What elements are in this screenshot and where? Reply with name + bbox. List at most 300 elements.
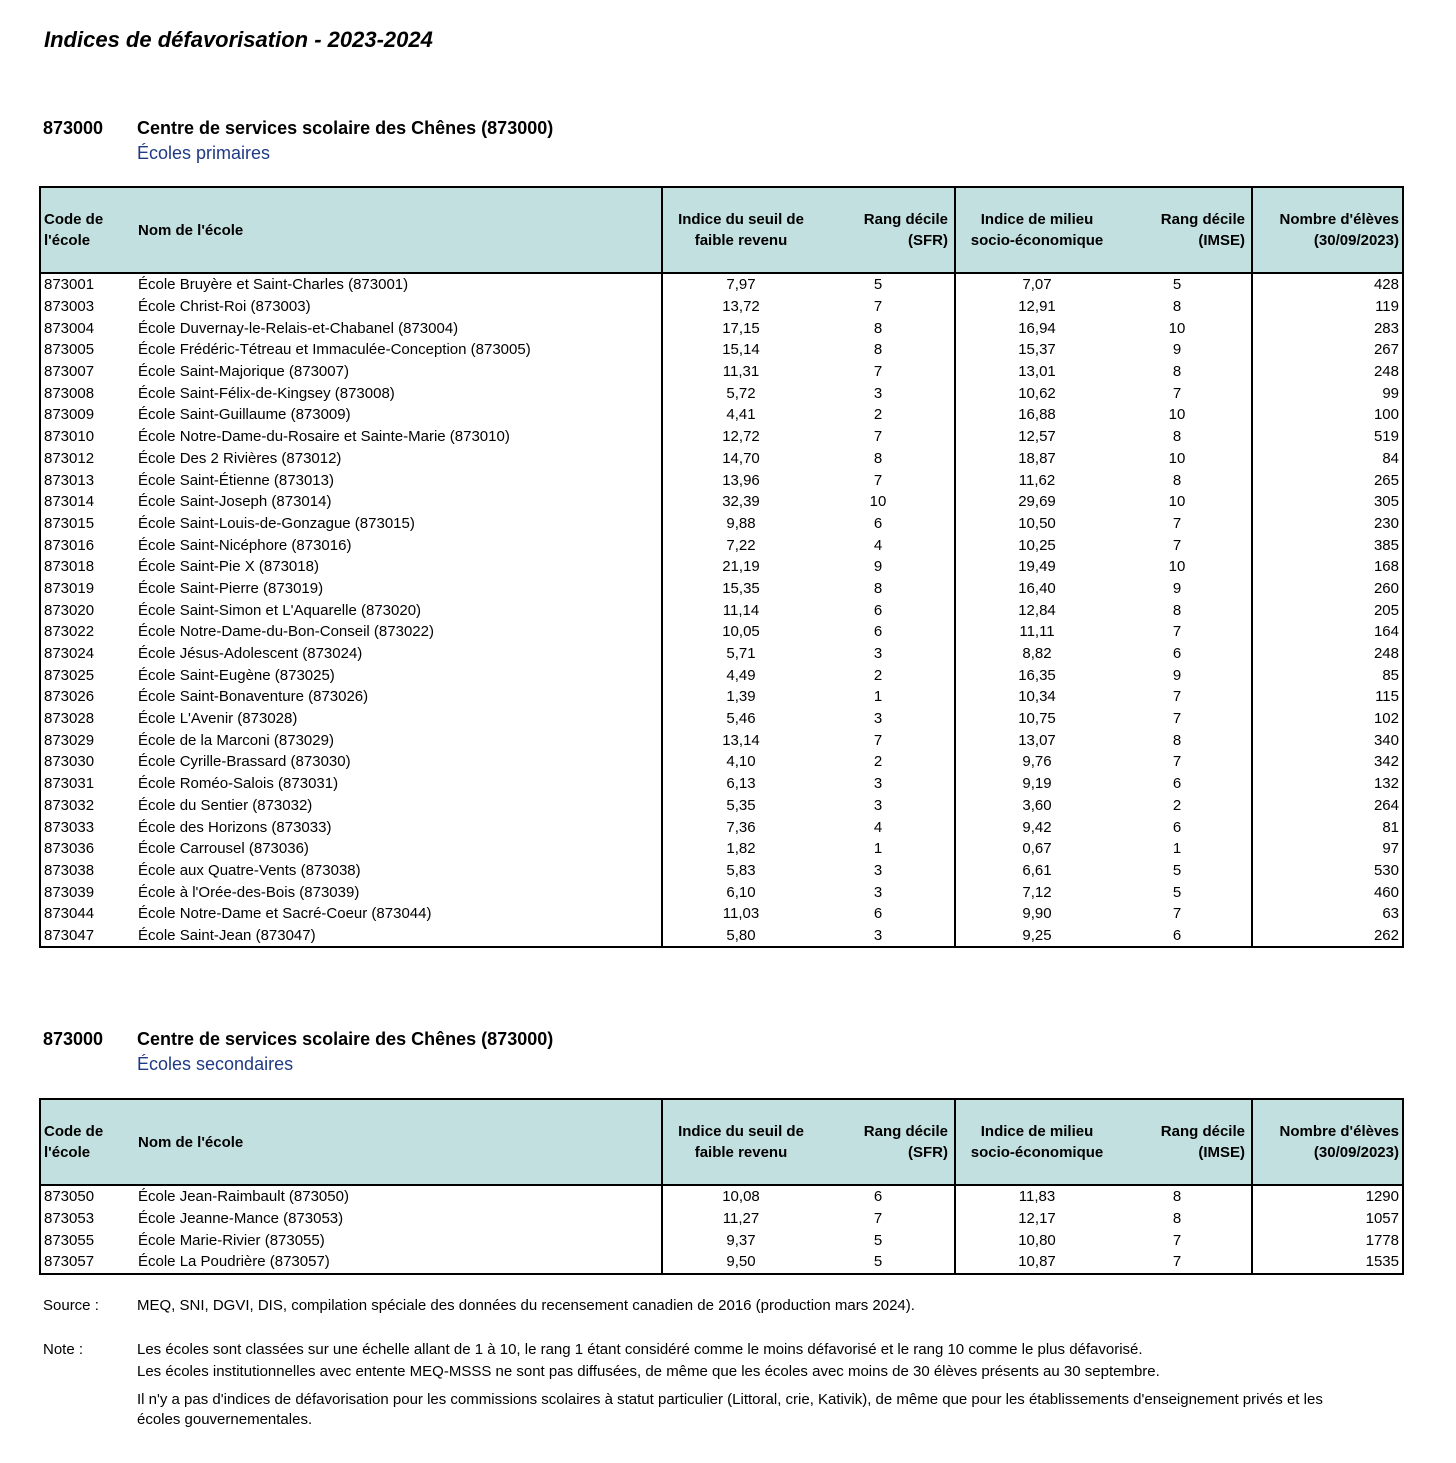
cell-imse-index: 10,62 [955,382,1118,404]
cell-imse-index: 0,67 [955,838,1118,860]
source-text: MEQ, SNI, DGVI, DIS, compilation spéciale des données du recensement canadien de 2016 (production mars 2024). [137,1297,915,1314]
table-header-row [40,1099,1403,1185]
cell-school-name: École Christ-Roi (873003) [138,298,311,316]
cell-sfr-index: 7,97 [662,273,819,296]
cell-sfr-decile: 2 [873,666,883,684]
cell-imse-decile: 7 [1172,753,1182,771]
cell-sfr-index: 13,14 [662,729,819,751]
cell-imse-decile: 1 [1172,840,1182,858]
cell-school-name: École Saint-Pie X (873018) [138,558,319,576]
cell-sfr-decile: 6 [873,905,883,923]
column-header-imse-decile: Rang décile (IMSE) [1118,187,1252,273]
cell-imse-decile: 5 [1172,276,1182,294]
note-line: Il n'y a pas d'indices de défavorisation pour les commissions scolaires à statut particulier (Littoral, crie, Kativik), de même que pour les établissements d'enseignement privés et les [137,1391,1323,1408]
cell-school-name: École Carrousel (873036) [138,840,309,858]
cell-code: 873044 [44,905,95,923]
cell-imse-decile: 2 [1172,796,1182,814]
cell-sfr-decile: 1 [873,840,883,858]
cell-student-count: 100 [1252,404,1403,426]
cell-code: 873014 [44,493,95,511]
cell-code: 873008 [44,384,95,402]
cell-school-name: École Saint-Pierre (873019) [138,579,324,597]
cell-school-name: École Bruyère et Saint-Charles (873001) [138,276,409,294]
cell-student-count: 248 [1252,361,1403,383]
cell-student-count: 81 [1252,816,1403,838]
cell-sfr-decile: 3 [873,883,883,901]
cell-code: 873013 [44,471,95,489]
cell-sfr-decile: 2 [873,406,883,424]
cell-imse-decile: 9 [1172,666,1182,684]
cell-code: 873019 [44,579,95,597]
cell-imse-decile: 8 [1172,363,1182,381]
cell-student-count: 265 [1252,469,1403,491]
cell-sfr-decile: 8 [873,341,883,359]
cell-school-name: École Jésus-Adolescent (873024) [138,645,363,663]
cell-imse-decile: 7 [1172,536,1182,554]
cell-school-name: École Notre-Dame et Sacré-Coeur (873044) [138,905,432,923]
cell-code: 873030 [44,753,95,771]
cell-code: 873057 [44,1253,95,1271]
table-row [40,296,1403,318]
column-header-code: Code de l'école [40,1099,135,1185]
column-header-sfr-index: Indice du seuil de faible revenu [662,187,819,273]
table-row [40,664,1403,686]
cell-school-name: École Saint-Louis-de-Gonzague (873015) [138,514,415,532]
cell-imse-decile: 7 [1172,623,1182,641]
cell-sfr-decile: 5 [873,1231,883,1249]
source-label: Source : [43,1297,99,1314]
cell-sfr-index: 6,10 [662,881,819,903]
cell-sfr-decile: 8 [873,579,883,597]
table-row [40,773,1403,795]
cell-imse-index: 10,50 [955,513,1118,535]
cell-student-count: 99 [1252,382,1403,404]
cell-sfr-decile: 7 [873,298,883,316]
cell-school-name: École Roméo-Salois (873031) [138,775,339,793]
cell-sfr-decile: 5 [873,1253,883,1271]
cell-student-count: 132 [1252,773,1403,795]
cell-imse-index: 12,91 [955,296,1118,318]
cell-student-count: 102 [1252,708,1403,730]
table-row [40,578,1403,600]
cell-sfr-decile: 6 [873,514,883,532]
note-line: écoles gouvernementales. [137,1411,313,1428]
table-row [40,599,1403,621]
cell-sfr-index: 11,03 [662,903,819,925]
section-header [43,1029,553,1050]
cell-code: 873029 [44,731,95,749]
cell-imse-index: 10,80 [955,1229,1118,1251]
cell-imse-index: 9,19 [955,773,1118,795]
cell-school-name: École Marie-Rivier (873055) [138,1231,325,1249]
cell-imse-index: 16,35 [955,664,1118,686]
cell-imse-index: 9,25 [955,925,1118,948]
table-row [40,361,1403,383]
cell-school-name: École des Horizons (873033) [138,818,332,836]
cell-imse-decile: 5 [1172,883,1182,901]
cell-code: 873053 [44,1210,95,1228]
cell-sfr-index: 11,14 [662,599,819,621]
cell-sfr-index: 1,39 [662,686,819,708]
cell-sfr-decile: 6 [873,1188,883,1206]
cell-sfr-decile: 8 [873,319,883,337]
org-code: 873000 [43,118,104,138]
cell-school-name: École Duvernay-le-Relais-et-Chabanel (873004) [138,319,459,337]
cell-code: 873036 [44,840,95,858]
cell-sfr-index: 15,14 [662,339,819,361]
cell-sfr-decile: 7 [873,428,883,446]
cell-imse-index: 10,87 [955,1251,1118,1274]
cell-imse-decile: 8 [1172,1188,1182,1206]
cell-sfr-decile: 7 [873,363,883,381]
cell-imse-decile: 10 [1168,558,1186,576]
cell-imse-index: 8,82 [955,643,1118,665]
cell-sfr-decile: 3 [873,645,883,663]
table-row [40,426,1403,448]
cell-student-count: 97 [1252,838,1403,860]
cell-imse-index: 9,76 [955,751,1118,773]
cell-student-count: 248 [1252,643,1403,665]
cell-student-count: 1535 [1252,1251,1403,1274]
cell-sfr-index: 9,88 [662,513,819,535]
cell-student-count: 342 [1252,751,1403,773]
cell-imse-index: 3,60 [955,795,1118,817]
section-subtitle: Écoles primaires [137,143,271,163]
cell-sfr-decile: 2 [873,753,883,771]
cell-imse-index: 18,87 [955,448,1118,470]
cell-imse-decile: 6 [1172,645,1182,663]
table-row [40,686,1403,708]
table-row [40,534,1403,556]
cell-school-name: École Saint-Guillaume (873009) [138,406,351,424]
cell-code: 873007 [44,363,95,381]
column-header-code: Code de l'école [40,187,135,273]
cell-sfr-index: 9,50 [662,1251,819,1274]
table-row [40,491,1403,513]
cell-student-count: 305 [1252,491,1403,513]
org-name: Centre de services scolaire des Chênes (873000) [137,118,554,138]
cell-imse-index: 10,75 [955,708,1118,730]
section-subtitle: Écoles secondaires [137,1054,294,1074]
cell-code: 873022 [44,623,95,641]
cell-code: 873015 [44,514,95,532]
table-row [40,881,1403,903]
cell-code: 873033 [44,818,95,836]
column-header-school-name: Nom de l'école [135,1099,662,1185]
cell-code: 873004 [44,319,95,337]
cell-imse-decile: 9 [1172,579,1182,597]
cell-student-count: 1778 [1252,1229,1403,1251]
cell-imse-index: 12,84 [955,599,1118,621]
note-line: Les écoles institutionnelles avec entente MEQ-MSSS ne sont pas diffusées, de même que les écoles avec moins de 30 élèves présents au 30 septembre. [137,1363,1160,1380]
cell-imse-decile: 10 [1168,406,1186,424]
cell-imse-index: 10,34 [955,686,1118,708]
table-row [40,448,1403,470]
cell-student-count: 63 [1252,903,1403,925]
column-header-student-count: Nombre d'élèves (30/09/2023) [1252,1099,1403,1185]
cell-imse-index: 10,25 [955,534,1118,556]
cell-school-name: École Saint-Majorique (873007) [138,363,349,381]
cell-imse-index: 13,01 [955,361,1118,383]
cell-code: 873028 [44,710,95,728]
cell-student-count: 1057 [1252,1208,1403,1230]
cell-sfr-decile: 4 [873,536,883,554]
table-row [40,729,1403,751]
org-code: 873000 [43,1029,104,1049]
cell-student-count: 340 [1252,729,1403,751]
cell-school-name: École Saint-Jean (873047) [138,926,316,944]
cell-imse-index: 29,69 [955,491,1118,513]
cell-code: 873025 [44,666,95,684]
cell-sfr-decile: 8 [873,449,883,467]
section-header [43,118,553,139]
cell-code: 873005 [44,341,95,359]
cell-sfr-decile: 9 [873,558,883,576]
cell-imse-index: 7,12 [955,881,1118,903]
cell-imse-index: 16,94 [955,317,1118,339]
cell-school-name: École Saint-Simon et L'Aquarelle (873020) [138,601,422,619]
cell-school-name: École à l'Orée-des-Bois (873039) [138,883,360,901]
table-row [40,1185,1403,1208]
cell-imse-decile: 7 [1172,384,1182,402]
cell-sfr-index: 12,72 [662,426,819,448]
cell-school-name: École Saint-Bonaventure (873026) [138,688,369,706]
cell-school-name: École Jean-Raimbault (873050) [138,1188,349,1206]
column-header-imse-index: Indice de milieu socio-économique [955,1099,1118,1185]
cell-imse-decile: 10 [1168,319,1186,337]
table-row [40,643,1403,665]
cell-school-name: École Cyrille-Brassard (873030) [138,753,351,771]
cell-imse-index: 6,61 [955,860,1118,882]
cell-code: 873050 [44,1188,95,1206]
cell-school-name: École Notre-Dame-du-Bon-Conseil (873022) [138,623,434,641]
secondary-schools-table [39,1098,1404,1275]
cell-imse-index: 9,90 [955,903,1118,925]
cell-imse-decile: 7 [1172,514,1182,532]
cell-code: 873024 [44,645,95,663]
cell-imse-decile: 8 [1172,1210,1182,1228]
cell-imse-decile: 8 [1172,731,1182,749]
cell-sfr-decile: 3 [873,926,883,944]
cell-sfr-index: 7,22 [662,534,819,556]
cell-imse-decile: 7 [1172,710,1182,728]
cell-school-name: École Saint-Félix-de-Kingsey (873008) [138,384,395,402]
cell-student-count: 262 [1252,925,1403,948]
note-label: Note : [43,1341,84,1358]
cell-sfr-index: 15,35 [662,578,819,600]
cell-sfr-decile: 7 [873,1210,883,1228]
cell-imse-decile: 5 [1172,861,1182,879]
cell-student-count: 84 [1252,448,1403,470]
cell-student-count: 267 [1252,339,1403,361]
cell-student-count: 205 [1252,599,1403,621]
column-header-imse-index: Indice de milieu socio-économique [955,187,1118,273]
cell-sfr-index: 6,13 [662,773,819,795]
cell-imse-decile: 9 [1172,341,1182,359]
cell-sfr-index: 1,82 [662,838,819,860]
cell-sfr-decile: 3 [873,710,883,728]
cell-student-count: 519 [1252,426,1403,448]
cell-imse-index: 12,17 [955,1208,1118,1230]
primary-schools-table [39,186,1404,948]
cell-school-name: École Saint-Joseph (873014) [138,493,332,511]
cell-school-name: École Saint-Étienne (873013) [138,471,334,489]
cell-code: 873010 [44,428,95,446]
cell-imse-index: 15,37 [955,339,1118,361]
cell-sfr-decile: 6 [873,601,883,619]
cell-sfr-index: 13,72 [662,296,819,318]
column-header-student-count: Nombre d'élèves (30/09/2023) [1252,187,1403,273]
cell-imse-index: 11,62 [955,469,1118,491]
cell-code: 873055 [44,1231,95,1249]
cell-student-count: 1290 [1252,1185,1403,1208]
cell-code: 873016 [44,536,95,554]
cell-code: 873026 [44,688,95,706]
cell-imse-decile: 6 [1172,775,1182,793]
note-line: Les écoles sont classées sur une échelle allant de 1 à 10, le rang 1 étant considéré comme le moins défavorisé et le rang 10 comme le plus défavorisé. [137,1341,1143,1358]
cell-school-name: École Saint-Nicéphore (873016) [138,536,352,554]
column-header-sfr-decile: Rang décile (SFR) [819,187,955,273]
cell-sfr-decile: 10 [869,493,887,511]
cell-student-count: 385 [1252,534,1403,556]
cell-sfr-index: 10,05 [662,621,819,643]
cell-school-name: École Notre-Dame-du-Rosaire et Sainte-Marie (873010) [138,428,510,446]
cell-student-count: 115 [1252,686,1403,708]
cell-imse-decile: 10 [1168,449,1186,467]
cell-imse-index: 19,49 [955,556,1118,578]
table-row [40,317,1403,339]
cell-code: 873031 [44,775,95,793]
cell-student-count: 85 [1252,664,1403,686]
cell-sfr-decile: 3 [873,384,883,402]
cell-code: 873018 [44,558,95,576]
cell-sfr-index: 21,19 [662,556,819,578]
cell-sfr-decile: 1 [873,688,883,706]
cell-sfr-decile: 7 [873,731,883,749]
cell-imse-decile: 8 [1172,428,1182,446]
cell-school-name: École Frédéric-Tétreau et Immaculée-Conception (873005) [138,341,531,359]
cell-school-name: École La Poudrière (873057) [138,1253,330,1271]
cell-imse-index: 11,83 [955,1185,1118,1208]
cell-sfr-index: 4,10 [662,751,819,773]
cell-school-name: École L'Avenir (873028) [138,710,298,728]
cell-sfr-index: 7,36 [662,816,819,838]
cell-sfr-index: 11,27 [662,1208,819,1230]
cell-school-name: École Jeanne-Mance (873053) [138,1210,344,1228]
cell-student-count: 230 [1252,513,1403,535]
cell-sfr-index: 32,39 [662,491,819,513]
cell-code: 873032 [44,796,95,814]
cell-sfr-index: 4,41 [662,404,819,426]
cell-imse-decile: 7 [1172,1231,1182,1249]
cell-school-name: École Des 2 Rivières (873012) [138,449,342,467]
cell-code: 873020 [44,601,95,619]
column-header-sfr-decile: Rang décile (SFR) [819,1099,955,1185]
cell-code: 873039 [44,883,95,901]
cell-student-count: 460 [1252,881,1403,903]
table-row [40,1208,1403,1230]
cell-imse-decile: 8 [1172,601,1182,619]
table-row [40,795,1403,817]
table-row [40,903,1403,925]
cell-imse-decile: 8 [1172,298,1182,316]
cell-school-name: École aux Quatre-Vents (873038) [138,861,361,879]
cell-student-count: 530 [1252,860,1403,882]
table-row [40,273,1403,296]
cell-sfr-decile: 5 [873,276,883,294]
cell-sfr-index: 14,70 [662,448,819,470]
cell-student-count: 168 [1252,556,1403,578]
cell-code: 873012 [44,449,95,467]
cell-imse-index: 16,88 [955,404,1118,426]
cell-imse-index: 13,07 [955,729,1118,751]
cell-code: 873047 [44,926,95,944]
table-row [40,751,1403,773]
table-row [40,404,1403,426]
cell-sfr-decile: 3 [873,775,883,793]
table-header-row [40,187,1403,273]
cell-sfr-index: 11,31 [662,361,819,383]
cell-sfr-decile: 3 [873,861,883,879]
table-row [40,925,1403,948]
cell-sfr-decile: 4 [873,818,883,836]
table-row [40,1229,1403,1251]
cell-sfr-index: 13,96 [662,469,819,491]
cell-sfr-index: 5,80 [662,925,819,948]
cell-student-count: 428 [1252,273,1403,296]
table-row [40,621,1403,643]
table-row [40,513,1403,535]
cell-student-count: 164 [1252,621,1403,643]
cell-imse-decile: 10 [1168,493,1186,511]
cell-sfr-index: 10,08 [662,1185,819,1208]
column-header-sfr-index: Indice du seuil de faible revenu [662,1099,819,1185]
table-row [40,556,1403,578]
cell-sfr-index: 5,35 [662,795,819,817]
cell-imse-index: 16,40 [955,578,1118,600]
cell-sfr-decile: 6 [873,623,883,641]
cell-code: 873001 [44,276,95,294]
org-name: Centre de services scolaire des Chênes (873000) [137,1029,554,1049]
cell-student-count: 283 [1252,317,1403,339]
cell-sfr-index: 5,46 [662,708,819,730]
cell-code: 873038 [44,861,95,879]
page-title: Indices de défavorisation - 2023-2024 [44,27,433,52]
table-row [40,816,1403,838]
cell-sfr-decile: 3 [873,796,883,814]
cell-imse-decile: 6 [1172,818,1182,836]
table-row [40,1251,1403,1274]
cell-student-count: 119 [1252,296,1403,318]
cell-imse-decile: 7 [1172,905,1182,923]
table-row [40,339,1403,361]
cell-sfr-index: 4,49 [662,664,819,686]
table-row [40,860,1403,882]
cell-imse-decile: 7 [1172,688,1182,706]
table-row [40,708,1403,730]
cell-imse-index: 12,57 [955,426,1118,448]
cell-school-name: École du Sentier (873032) [138,796,313,814]
cell-imse-decile: 8 [1172,471,1182,489]
cell-sfr-index: 17,15 [662,317,819,339]
table-row [40,838,1403,860]
cell-sfr-index: 5,83 [662,860,819,882]
cell-imse-decile: 7 [1172,1253,1182,1271]
cell-code: 873003 [44,298,95,316]
column-header-imse-decile: Rang décile (IMSE) [1118,1099,1252,1185]
table-row [40,382,1403,404]
cell-school-name: École Saint-Eugène (873025) [138,666,335,684]
